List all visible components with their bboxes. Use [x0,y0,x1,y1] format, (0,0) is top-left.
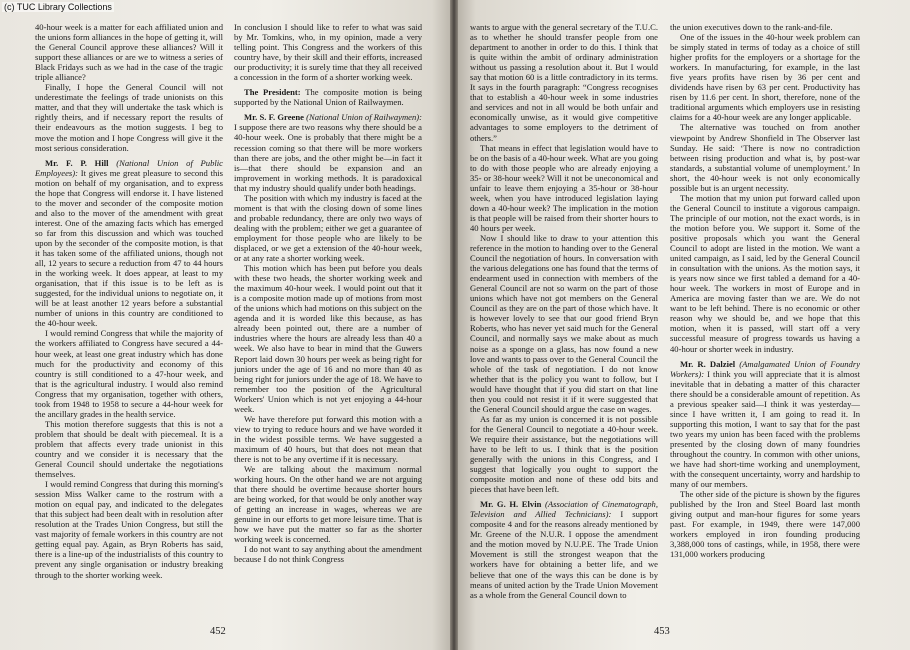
speaker-organisation: (Amalgamated Union of Foundry Workers): [670,358,860,379]
speaker-name: Mr. F. P. Hill [45,157,109,168]
paragraph-text: I suppose there are two reasons why there should be a 40-hour week. One is probably that there might be a recession coming so that there will be more workers than there are jobs, and the other might be—in fact it is—that there should be expansion and an improvement in working methods. It is paradoxical that my industry should qualify under both headings. [234,122,422,193]
paragraph [670,489,860,559]
paragraph-text: Now I should like to draw to your attention this reference in the motion to handing over to the General Council the negotiation of hours. In conversation with the various delegations one has found that the terms of endearment used in connection with members of the General Council are not so warm on the part of those unions which have not got members on the General Council as they are on the part of those which have. It is however lovely to see that our good friend Bryn Roberts, who has never yet said much for the General Council, and normally says we make about as much noise as a sponge on a glass, has now found a new love and wants to pass over to the General Council the whole of the task of negotiation. I do not know whether that is the policy you want to follow, but I would have thought that if you did start on that line then you could not resist it if it were suggested that the General Council should argue the case on wages. [470,232,658,414]
left-page-column-1 [35,22,223,622]
paragraph-text: Finally, I hope the General Council will not underestimate the feelings of trade unionists on this matter, and that they will undertake the task which is rightly theirs, and if necessary report the results of their endeavours as the motion suggests. I beg to move the motion and I hope Congress will give it the most serious consideration. [35,82,223,153]
page-number-left: 452 [210,626,226,637]
paragraph-text: This motion therefore suggests that this is not a problem that should be dealt with piecemeal. It is a problem that affects every trade unionist in this country and we consider it is necessary that the General Council should undertake the negotiations themselves. [35,418,223,480]
left-page-column-2 [234,22,422,622]
paragraph [234,464,422,544]
right-page-column-2 [670,22,860,622]
paragraph-text: We have therefore put forward this motion with a view to trying to reduce hours and we have worded it in the widest possible terms. We have suggested a maximum of 40 hours, but that does not mean that there is not to be any overtime if it is necessary. [234,413,422,464]
speaker-name: Mr. R. Dalziel [680,358,736,369]
paragraph-text: I support composite 4 and for the reasons already mentioned by Mr. Greene of the N.U.R. I oppose the amendment and the motion moved by N.U.P.E. The Trade Union Movement is still the strongest weapon that the workers have for obtaining a better life, and we believe that one of the ways this can be done is by means of united action by the Trade Union Movement as a whole from the General Council down to [470,509,658,600]
paragraph [234,22,422,82]
paragraph [234,414,422,464]
book-gutter [450,0,458,650]
page-number-right: 453 [654,626,670,637]
speaker-name: The President: [244,87,301,98]
paragraph-text: It gives me great pleasure to second this motion on behalf of my organisation, and to express the hope that Congress will endorse it. I have listened to the mover and seconder of the composite motion and also to the mover of the amendment with great interest. One of the amazing facts which has emerged so far from this discussion and which was touched upon by the seconder of the composite motion, is that it has taken some of the affiliated unions, though not all, 12 years to secure a reduction from 47 to 44 hours in the working week. It does appear, at least to my organisation, that if this issue is to be left as is suggested, for the individual unions to negotiate on, it will be at least another 12 years before a substantial number of unions in this country are conditioned to the 40-hour week. [35,167,223,329]
paragraph-text: I do not want to say anything about the amendment because I do not think Congress [234,544,422,565]
speaker-organisation: (National Union of Public Employees): [35,157,223,178]
paragraph [35,22,223,82]
paragraph-text: In conclusion I should like to refer to what was said by Mr. Tomkins, who, in my opinion, made a very telling point. This Congress and the workers of this country have, by their skill and their efforts, increased our productivity; it is surely time that they all received a concession in the form of a shorter working week. [234,22,422,83]
right-page-column-1 [470,22,658,622]
paragraph [35,328,223,418]
paragraph [670,359,860,490]
speaker-name: Mr. G. H. Elvin [480,499,542,510]
paragraph [470,414,658,494]
paragraph-text: I think you will appreciate that it is almost inevitable that in debating a matter of this character there should be a considerable amount of repetition. As a previous speaker said—I think it was yesterday—since I have written it, I am going to read it. In supporting this motion, I want to say that for the past two years my union has been faced with the problems presented by the closing down of many foundries throughout the country. In common with other unions, we have had short-time working and unemployment, with the consequent uncertainty, worry and hardship to many of our members. [670,368,860,490]
paragraph-text: I would remind Congress that while the majority of the workers affiliated to Congress have secured a 44-hour week, at least one great industry which has done much for the productivity and economy of this country is still conditioned to a 47-hour week, and that is the agricultural industry. I would also remind Congress that my organisation, together with others, took from 1948 to 1958 to secure a 44-hour week for the ancillary grades in the health service. [35,328,223,419]
paragraph [234,544,422,564]
paragraph [35,479,223,579]
paragraph [35,419,223,479]
speaker-organisation: (Association of Cinematograph, Television and Allied Technicians): [470,499,658,520]
paragraph-text: This motion which has been put before you deals with these two heads, the shorter working week and the maximum 40-hour week. I would point out that it is a composite motion made up of motions from most of the unions which had motions on this subject on the agenda and it is worded like this because, as has already been pointed out, there are a number of industries where the hours are already less than 40 a week. We also have to bear in mind that the Guwers Report laid down 30 hours per week as being right for juniors under the age of 16 and no more than 40 as being right for juniors under the age of 18. We have to remember too the position of the Agricultural Workers' Union which is not yet enjoying a 44-hour week. [234,263,422,414]
paragraph [234,263,422,414]
paragraph-text: The motion that my union put forward called upon the General Council to institute a vigorous campaign. The principle of our motion, not the exact words, is in the motion before you. We support it. Some of the positive proposals which you want the General Council to adopt are listed in the motion. We want a united campaign, as I said, led by the General Council in consultation with the unions. As the motion says, it is years now since we first tabled a demand for a 40-hour week. The workers in most of Europe and in America are moving faster than we are. We do not want to be left behind. There is no economic or other reason why we should be, and we hope that this motion, when it is passed, will start off a very successful measure of progress towards us having a 40-hour or shorter week in industry. [670,192,860,354]
paragraph [470,499,658,599]
paragraph-text: I would remind Congress that during this morning's session Miss Walker came to the rostrum with a motion on equal pay, and indicated to the delegates that this subject had been dealt with in resolution after resolution at the Trades Union Congress, but still the vast majority of female workers in this country are not getting equal pay. Again, as Bryn Roberts has said, there is a line-up of the industrialists of this country to prevent any single organisation or industry breaking through to the shorter working week. [35,479,223,580]
paragraph-text: 40-hour week is a matter for each affiliated union and the unions form alliances in the hope of getting it, will the General Council approve these alliances? Will it support these alliances or are we to witness a series of Black Fridays such as we had in the case of the tragic triple alliance? [35,22,223,83]
paragraph [670,22,860,32]
paragraph [234,112,422,192]
paragraph-text: wants to argue with the general secretary of the T.U.C. as to whether he should transfer people from one department to another in order to do this. I think that is quite within the ambit of ordinary administration without us passing a resolution about it. But I would say that motion 60 is a little contradictory in its terms. It says in the fourth paragraph: “Congress recognises that to establish a 40-hour week in some industries and services and not in all would be both unfair and economically unwise, as it would give competitive advantages to some employers to the detriment of others.” [470,22,658,143]
paragraph-text: One of the issues in the 40-hour week problem can be simply stated in terms of today as a choice of still higher profits for the employers or a shortage for the workers. In manufacturing, for example, in the last five years profits have risen by 36 per cent and dividends have risen by 63 per cent. Productivity has risen by 11.6 per cent. In short, therefore, none of the traditional arguments which employers use in resisting claims for a 40-hour week are any longer applicable. [670,32,860,123]
paragraph-text: That means in effect that legislation would have to be on the basis of a 40-hour week. What are you going to do with those people who are already enjoying a 35- or 38-hour week? Will it not be uneconomical and unfair to leave them enjoying a 35-hour or 38-hour week, when you have introduced legislation laying down a 40-hour week? The implication in the motion is that people will be raised from their shorter hours to 40 hours per week. [470,142,658,233]
paragraph-text: The position with which my industry is faced at the moment is that with the closing down of some lines and probable redundancy, there are only two ways of dealing with the problem; either we get a guarantee of employment for those people who are likely to be displaced, or we get a extension of the 40-hour week, or at any rate a shorter working week. [234,192,422,264]
paragraph-text: The composite motion is being supported by the National Union of Railwaymen. [234,87,422,108]
speaker-name: Mr. S. F. Greene [244,112,304,123]
right-page [458,0,910,650]
paragraph [35,82,223,152]
collection-watermark: (c) TUC Library Collections [4,2,112,12]
paragraph-text: The other side of the picture is shown by the figures published by the Iron and Steel Board last month giving output and man-hour figures for some years past. For example, in 1949, there were 147,000 workers employed in iron founding producing 3,388,000 tons of castings, while, in 1958, there were 131,000 workers producing [670,489,860,560]
left-page [0,0,450,650]
paragraph-text: The alternative was touched on from another viewpoint by Andrew Shonfield in The Observer last Sunday. He said: ‘There is now no contradiction between rising production and what is, by post-war standards, a substantial volume of unemployment.’ In short, the 40-hour week is not only economically possible but is an urgent necessity. [670,122,860,193]
paragraph-text: As far as my union is concerned it is not possible for the General Council to negotiate a 40-hour week. We require their assistance, but the negotiations will have to be left to us. I think that is the position generally with the unions in this Congress, and I suggest that logically you ought to support the composite motion and none of these odd bits and pieces that have been left. [470,413,658,495]
paragraph-text: the union executives down to the rank-and-file. [670,22,833,32]
paragraph [234,87,422,107]
paragraph [470,22,658,143]
paragraph [234,193,422,263]
paragraph [35,158,223,329]
paragraph [670,193,860,354]
paragraph [670,32,860,122]
paragraph [470,143,658,233]
paragraph [470,233,658,414]
speaker-organisation: (National Union of Railwaymen): [306,112,422,123]
paragraph [670,122,860,192]
paragraph-text: We are talking about the maximum normal working hours. On the other hand we are not arguing that there should be overtime because shorter hours are being worked, for that would be only another way of getting an increase in wages, whereas we are genuine in our efforts to get more leisure time. That is how we have put the matter so far as the shorter working week is concerned. [234,464,422,545]
